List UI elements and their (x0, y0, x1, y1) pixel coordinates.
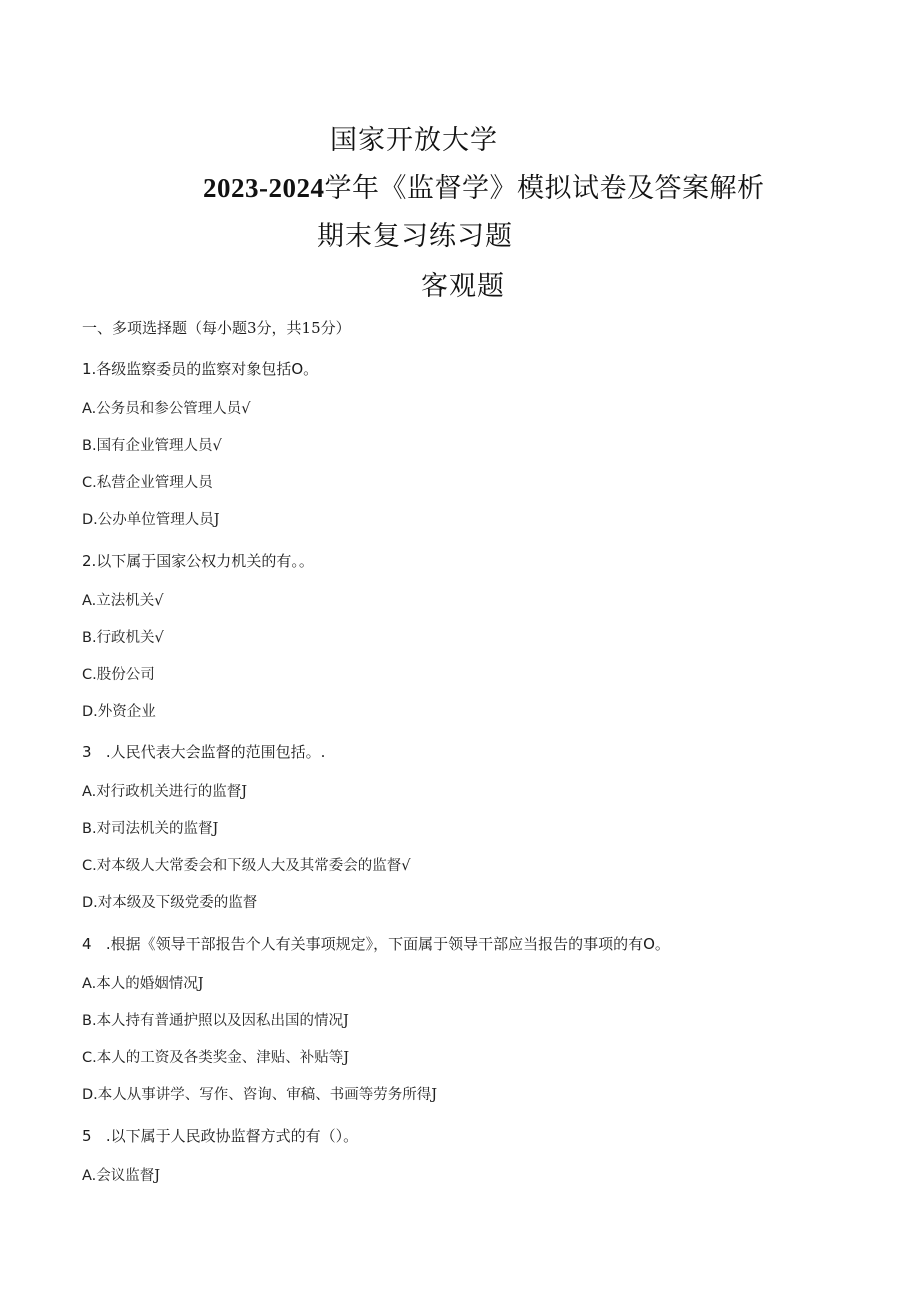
option-letter: B. (82, 1013, 97, 1029)
option-text: 私营企业管理人员 (96, 475, 213, 491)
exam-title-rest: 学年《监督学》模拟试卷及答案解析 (324, 173, 765, 204)
option-letter: D. (82, 512, 98, 528)
option-letter: C. (82, 858, 97, 874)
option-letter: A. (82, 401, 97, 417)
answer-option (82, 891, 257, 912)
answer-option (82, 854, 410, 875)
option-letter: C. (82, 475, 97, 491)
option-letter: D. (82, 704, 98, 720)
answer-option (82, 434, 222, 455)
answer-option (82, 1083, 437, 1104)
answer-option (82, 780, 247, 801)
answer-option (82, 663, 155, 684)
option-letter: A. (82, 784, 97, 800)
option-text: 本人持有普通护照以及因私出国的情况J (96, 1013, 349, 1029)
section-heading: 客观题 (421, 271, 505, 302)
option-letter: B. (82, 821, 97, 837)
answer-option (82, 397, 251, 418)
option-letter: B. (82, 438, 97, 454)
option-letter: A. (82, 1168, 97, 1184)
exam-title (203, 166, 765, 205)
option-letter: D. (82, 895, 98, 911)
answer-option (82, 508, 220, 529)
option-text: 对本级及下级党委的监督 (97, 895, 258, 911)
answer-option (82, 589, 164, 610)
answer-option (82, 700, 156, 721)
option-letter: C. (82, 667, 97, 683)
option-letter: B. (82, 630, 97, 646)
option-text: 对行政机关进行的监督J (96, 784, 248, 800)
option-text: 对司法机关的监督J (96, 821, 219, 837)
exam-subtitle: 期末复习练习题 (317, 221, 513, 252)
option-text: 立法机关√ (96, 593, 164, 609)
exam-year: 2023-2024 (203, 173, 325, 203)
question-stem: 2.以下属于国家公权力机关的有。。 (82, 552, 314, 570)
answer-option (82, 817, 218, 838)
option-text: 国有企业管理人员√ (96, 438, 222, 454)
option-letter: D. (82, 1087, 98, 1103)
answer-option (82, 972, 204, 993)
option-text: 行政机关√ (96, 630, 164, 646)
option-text: 会议监督J (96, 1168, 161, 1184)
option-text: 公办单位管理人员J (97, 512, 220, 528)
option-text: 本人从事讲学、写作、咨询、审稿、书画等劳务所得J (97, 1087, 438, 1103)
option-letter: C. (82, 1050, 97, 1066)
option-text: 公务员和参公管理人员√ (96, 401, 251, 417)
option-text: 股份公司 (96, 667, 155, 683)
question-stem: 5 .以下属于人民政协监督方式的有（）。 (82, 1127, 359, 1145)
option-letter: A. (82, 593, 97, 609)
option-text: 本人的婚姻情况J (96, 976, 204, 992)
option-text: 本人的工资及各类奖金、津贴、补贴等J (96, 1050, 350, 1066)
question-stem: 3 .人民代表大会监督的范围包括。. (82, 743, 326, 761)
answer-option (82, 1009, 349, 1030)
answer-option (82, 1046, 349, 1067)
answer-option (82, 471, 213, 492)
answer-option (82, 1164, 160, 1185)
question-type-heading: 一、多项选择题（每小题3分，共15分） (82, 319, 351, 337)
option-text: 对本级人大常委会和下级人大及其常委会的监督√ (96, 858, 411, 874)
answer-option (82, 626, 164, 647)
option-letter: A. (82, 976, 97, 992)
university-title: 国家开放大学 (330, 125, 498, 156)
option-text: 外资企业 (97, 704, 156, 720)
question-stem: 4 .根据《领导干部报告个人有关事项规定》，下面属于领导干部应当报告的事项的有O。 (82, 935, 670, 953)
question-stem: 1.各级监察委员的监察对象包括O。 (82, 360, 319, 378)
